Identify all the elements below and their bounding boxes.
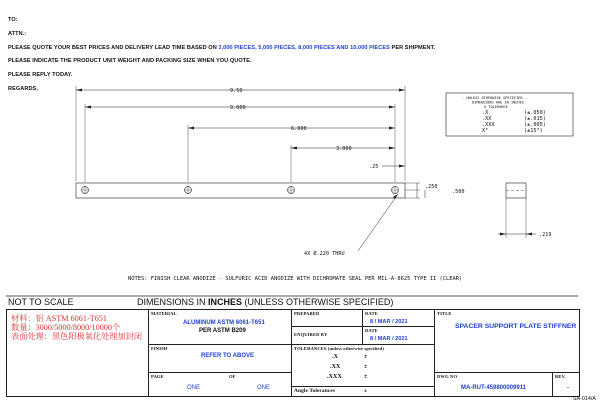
sheet-code: SA-014/A: [572, 396, 596, 402]
dimensions-note: [137, 297, 393, 307]
weight-line: PLEASE INDICATE THE PRODUCT UNIT WEIGHT AND PACKING SIZE WHEN YOU QUOTE.: [8, 58, 252, 64]
tol-key-xx: .XX: [482, 116, 492, 122]
date-label-2: DATE: [365, 328, 378, 333]
tol-title-2: DIMENSIONS ARE IN INCHES: [472, 100, 524, 105]
chinese-line-1: 材料：铝 ASTM 6061-T651: [11, 314, 107, 323]
angle-cell: [292, 387, 435, 396]
tol-xx-pm: ±: [364, 364, 368, 370]
of-value: ONE: [257, 385, 271, 391]
to-line: TO:: [8, 17, 18, 23]
dwg-label: DWG NO: [437, 374, 458, 379]
tol-x-label: .X: [332, 354, 339, 360]
page-label: PAGE: [151, 374, 164, 379]
tolerances-cell: [292, 345, 435, 387]
material-value-1: ALUMINUM ASTM 6061-T651: [183, 320, 265, 326]
tol-val-xx: (±.015): [524, 116, 546, 122]
quote-prefix: PLEASE QUOTE YOUR BEST PRICES AND DELIVERY LEAD TIME BASED ON: [8, 45, 219, 51]
title-label: TITLE: [437, 311, 452, 316]
chinese-line-3: 表面处理：黑色阳极氧化处理加封闭: [11, 332, 143, 342]
page-cell: [148, 373, 292, 396]
dim-250: .250: [425, 184, 438, 190]
material-label: MATERIAL: [151, 311, 177, 316]
finish-label: FINISH: [151, 346, 168, 351]
tol-val-x: (±.050): [524, 110, 546, 116]
finish-value: REFER TO ABOVE: [201, 353, 255, 359]
dim-25: .25: [369, 164, 379, 170]
tol-key-xxx: .XXX: [482, 122, 495, 128]
tol-title-1: - UNLESS OTHERWISE SPECIFIED -: [462, 96, 527, 100]
rev-cell: [553, 373, 579, 396]
tol-x-pm: ±: [364, 354, 368, 360]
dims-prefix: DIMENSIONS IN: [137, 297, 209, 307]
tolerances-label: TOLERANCES (unless otherwise specified): [294, 346, 384, 351]
tol-key-x: .X: [482, 110, 489, 116]
enquired-cell: [292, 327, 363, 345]
rev-label: REV.: [555, 374, 566, 379]
title-value: SPACER SUPPORT PLATE STIFFNER: [455, 323, 577, 330]
dim-6000: 6.000: [291, 126, 307, 132]
title-block: [6, 309, 580, 397]
enquired-label: ENQUIRED BY: [294, 332, 328, 337]
not-to-scale: NOT TO SCALE: [8, 297, 74, 307]
dims-suffix: (UNLESS OTHERWISE SPECIFIED): [242, 297, 394, 307]
date-label-1: DATE: [365, 311, 378, 316]
dims-inches: INCHES: [208, 297, 243, 307]
dim-950: 9.50: [230, 88, 243, 94]
tol-val-angle: (±15°): [524, 128, 543, 134]
finish-cell: [148, 345, 292, 373]
date-value-1: 8 / MAR / 2021: [370, 319, 408, 325]
prepared-cell: [292, 310, 363, 327]
rev-value: -: [567, 385, 570, 391]
regards-line: REGARDS,: [8, 86, 38, 92]
plate-outline: [76, 183, 405, 198]
material-value-2: PER ASTM B209: [199, 328, 246, 334]
dim-500: .500: [452, 189, 465, 195]
reply-line: PLEASE REPLY TODAY.: [8, 72, 73, 78]
dwg-value: MA-RUT-459800009911: [461, 385, 527, 391]
chinese-line-2: 数量：3000/5000/8000/10000个: [11, 323, 121, 333]
attn-line: ATTN.:: [8, 31, 27, 37]
tolerance-box: [446, 93, 573, 136]
material-cell: [148, 310, 292, 345]
quote-suffix: PER SHIPMENT.: [389, 45, 436, 51]
dim-9000: 9.000: [230, 105, 246, 111]
dim-3000: 3.000: [336, 146, 352, 152]
title-cell: [435, 310, 579, 373]
tol-xx-label: .XX: [330, 364, 341, 370]
tol-val-xxx: (±.005): [524, 122, 546, 128]
tol-title-3: X TOLERANCE: [484, 105, 508, 109]
tol-key-angle: X°: [482, 128, 489, 134]
tol-xxx-label: .XXX: [327, 374, 342, 380]
date-cell-1: [363, 310, 435, 327]
angle-pm: ±: [364, 388, 368, 394]
angle-label: Angle Tolerances: [294, 388, 335, 394]
dim-219: .219: [539, 232, 552, 238]
drawing-notes: NOTES: FINISH CLEAR ANODIZE - SULFURIC ACID ANODIZE WITH DICHROMATE SEAL PER MIL-A-8625 TYPE II (CLEAR): [128, 276, 463, 282]
of-label: OF: [229, 374, 236, 379]
prepared-label: PREPARED: [294, 311, 320, 316]
date-cell-2: [363, 327, 435, 345]
dwg-cell: [435, 373, 553, 396]
date-value-2: 8 / MAR / 2021: [370, 336, 408, 342]
hole-callout: 4X Ø.220 THRU: [304, 251, 345, 257]
chinese-notes: [11, 314, 142, 342]
tol-xxx-pm: ±: [364, 374, 368, 380]
page-value: ONE: [187, 385, 201, 391]
quote-quantities: 3,000 PIECES, 5,000 PIECES, 8,000 PIECES AND 10,000 PIECES: [218, 45, 390, 51]
